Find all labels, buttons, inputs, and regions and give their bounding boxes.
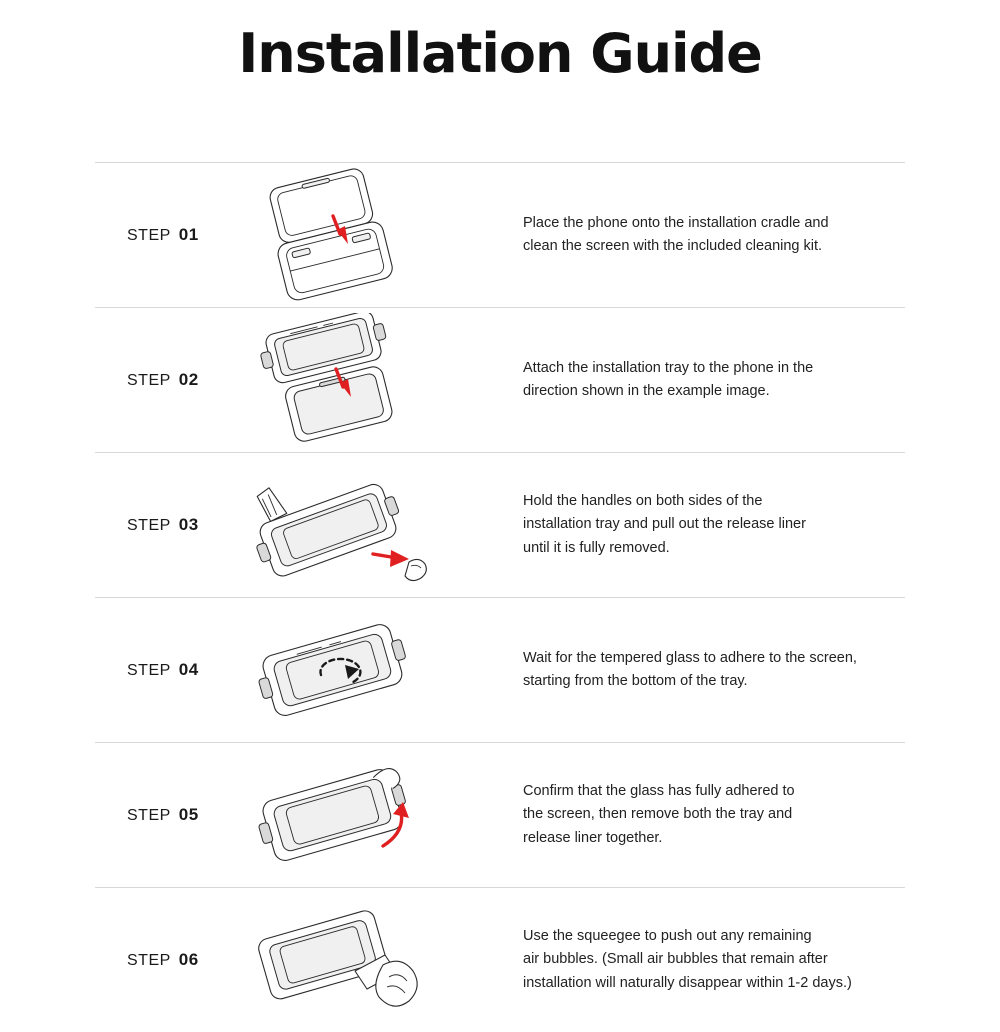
- step-description: [455, 212, 905, 259]
- step-description-line: direction shown in the example image.: [523, 383, 770, 399]
- step-description: [455, 647, 905, 694]
- step-illustration-04: [225, 603, 455, 738]
- attach-tray-icon: [233, 313, 448, 448]
- step-word: STEP: [127, 662, 171, 679]
- step-illustration-01: [225, 168, 455, 303]
- step-illustration-02: [225, 313, 455, 448]
- step-row: [95, 742, 905, 887]
- step-label: [95, 660, 225, 680]
- step-row: [95, 597, 905, 742]
- step-description-line: until it is fully removed.: [523, 539, 670, 556]
- step-word: STEP: [127, 807, 171, 824]
- step-description: [455, 925, 905, 995]
- step-word: STEP: [127, 372, 171, 389]
- step-label: [95, 950, 225, 970]
- step-description-line: installation tray and pull out the release liner: [523, 516, 806, 533]
- step-description-line: Attach the installation tray to the phone in the: [523, 359, 814, 376]
- step-description-line: Place the phone onto the installation cradle and: [523, 214, 829, 231]
- step-illustration-05: [225, 748, 455, 883]
- step-description-line: clean the screen with the included cleaning kit.: [523, 238, 823, 254]
- step-description-line: Wait for the tempered glass to adhere to the screen,: [523, 649, 857, 666]
- step-description-line: release liner together.: [523, 829, 663, 846]
- step-row: [95, 162, 905, 307]
- phone-onto-cradle-icon: [233, 168, 448, 303]
- step-number: 01: [178, 225, 199, 244]
- step-row: [95, 887, 905, 1032]
- step-description-line: Confirm that the glass has fully adhered to: [523, 782, 795, 799]
- step-illustration-06: [225, 893, 455, 1028]
- step-row: [95, 307, 905, 452]
- step-label: [95, 805, 225, 825]
- page-title: Installation Guide: [238, 22, 762, 85]
- step-number: 02: [178, 370, 199, 389]
- step-description: [455, 780, 905, 850]
- steps-list: [95, 162, 905, 1032]
- step-number: 03: [178, 515, 199, 534]
- step-word: STEP: [127, 227, 171, 244]
- step-label: [95, 370, 225, 390]
- remove-tray-icon: [233, 748, 448, 883]
- step-word: STEP: [127, 517, 171, 534]
- pull-release-liner-icon: [233, 458, 448, 593]
- step-description-line: air bubbles. (Small air bubbles that remain after: [523, 951, 828, 968]
- step-description-line: Use the squeegee to push out any remaining: [523, 927, 812, 944]
- step-word: STEP: [127, 952, 171, 969]
- squeegee-bubbles-icon: [233, 893, 448, 1028]
- step-description-line: Hold the handles on both sides of the: [523, 492, 763, 509]
- step-label: [95, 515, 225, 535]
- step-description-line: starting from the bottom of the tray.: [523, 673, 748, 689]
- step-number: 06: [178, 950, 199, 969]
- step-row: [95, 452, 905, 597]
- step-illustration-03: [225, 458, 455, 593]
- step-description-line: the screen, then remove both the tray and: [523, 806, 793, 823]
- step-description: [455, 357, 905, 404]
- step-number: 05: [178, 805, 199, 824]
- step-number: 04: [178, 660, 199, 679]
- wait-adhere-icon: [233, 603, 448, 738]
- step-label: [95, 225, 225, 245]
- step-description-line: installation will naturally disappear within 1-2 days.): [523, 974, 852, 991]
- step-description: [455, 490, 905, 560]
